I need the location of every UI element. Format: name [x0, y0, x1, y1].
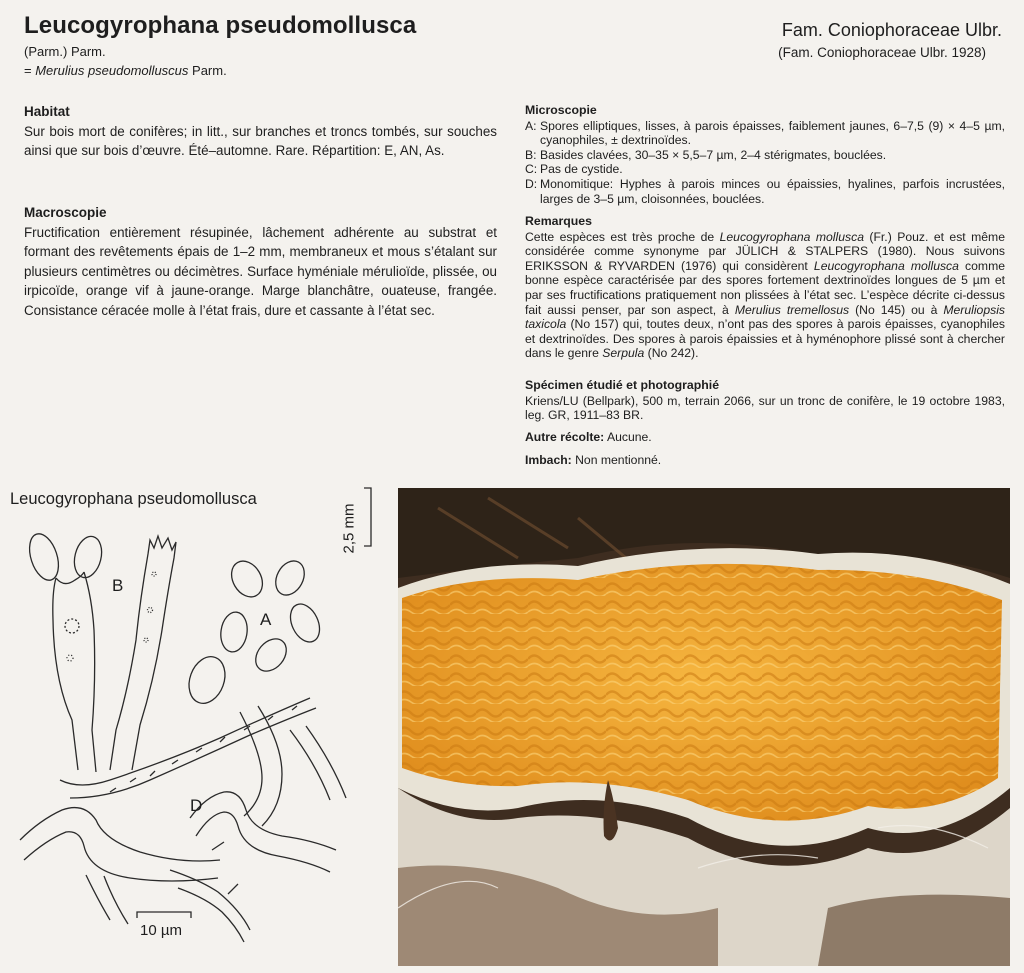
text-run: (No 242).: [644, 346, 699, 361]
microscopie-section: [525, 103, 1005, 206]
hypha-outline: [190, 792, 336, 872]
autre-label: Autre récolte:: [525, 430, 605, 444]
macro-scale-bar: [364, 488, 371, 546]
species-name: Leucogyrophana mollusca: [719, 229, 864, 244]
microscopy-drawing: [0, 480, 398, 973]
micro-text: Basides clavées, 30–35 × 5,5–7 µm, 2–4 stérigmates, bouclées.: [540, 147, 887, 162]
remarques-section: [525, 214, 1005, 361]
family-name-alt: (Fam. Coniophoraceae Ulbr. 1928): [778, 45, 986, 60]
micro-text: Spores elliptiques, lisses, à parois épaisses, faiblement jaunes, 6–7,5 (9) × 4–5 µm, cyanophiles, ± dextrinoïdes.: [540, 118, 1005, 148]
text-run: (Fr.) Pouz. et est même considérée comme synonyme par JÜLICH & STALPERS (1980). Nous suivons ERIKSSON & RYVARDEN (1976) qui considèrent: [525, 229, 1005, 273]
micro-item-d: [525, 177, 1005, 206]
synonym-name: Merulius pseudomolluscus: [35, 63, 189, 78]
specimen-text: Kriens/LU (Bellpark), 500 m, terrain 2066, sur un tronc de conifère, le 19 octobre 1983, leg. GR, 1911–83 BR.: [525, 393, 1005, 423]
synonym-prefix: =: [24, 63, 36, 78]
micro-item-b: [525, 148, 1005, 163]
imbach-label: Imbach:: [525, 453, 572, 467]
species-author: (Parm.) Parm.: [24, 44, 106, 59]
micro-item-c: [525, 162, 1005, 177]
micro-key: A:: [525, 118, 537, 133]
spore: [285, 599, 325, 646]
hypha-outline: [20, 808, 220, 881]
text-run: (No 145) ou à: [849, 302, 944, 317]
synonym-line: [24, 63, 227, 78]
drawing-title: Leucogyrophana pseudomollusca: [10, 490, 257, 508]
text-run: Cette espèces est très proche de: [525, 229, 720, 244]
spore: [183, 652, 231, 709]
hypha-branch: [290, 726, 346, 800]
specimen-photo: [398, 488, 1010, 966]
remarques-text: [525, 230, 1005, 361]
micro-item-a: [525, 119, 1005, 148]
spore: [225, 556, 268, 603]
micro-scale-label: 10 µm: [140, 922, 182, 939]
macroscopie-heading: Macroscopie: [24, 205, 107, 220]
synonym-author: Parm.: [188, 63, 227, 78]
hypha-incrustations: [110, 706, 297, 792]
spore: [270, 556, 310, 600]
sterigma-spore: [70, 533, 105, 580]
micro-key: C:: [525, 162, 538, 177]
basidium-outline: [53, 572, 96, 772]
basidium-outline: [110, 536, 176, 770]
habitat-section: [24, 102, 497, 161]
hypha-branch: [86, 875, 128, 924]
macroscopie-text: Fructification entièrement résupinée, lâchement adhérente au substrat et formant des revêtements épais de 1–2 mm, membraneux et mous s’étalant sur plusieurs centimètres ou décimètres. Surface hyméniale mérulioïde, plissée, ou irpicoïde, orange vif à jaune-orange. Marge blanchâtre, ouateuse, frangée. Consistance céracée molle à l’état frais, dure et cassante à l’état sec.: [24, 224, 497, 318]
spore: [218, 610, 249, 653]
family-name: Fam. Coniophoraceae Ulbr.: [781, 20, 1002, 40]
micro-text: Monomitique: Hyphes à parois minces ou épaissies, hyalines, parfois incrustées, larges de 3–5 µm, cloisonnées, bouclées.: [540, 176, 1005, 206]
imbach-line: [525, 453, 1005, 468]
specimen-heading: Spécimen étudié et photographié: [525, 378, 720, 392]
micro-key: B:: [525, 147, 537, 162]
species-name: Meruliopsis taxicola: [525, 302, 1006, 332]
microscopie-heading: Microscopie: [525, 103, 597, 117]
label-a: A: [260, 610, 272, 629]
label-b: B: [112, 576, 124, 595]
label-d: D: [190, 796, 203, 815]
macro-scale-text: 2,5 mm: [340, 503, 358, 554]
text-run: (No 157) qui, toutes deux, n’ont pas des spores à parois épaisses, cyanophiles et dextrinoïdes. Des spores à parois épaissies et à hyménophore plissé sont à chercher dans le genre: [525, 317, 1005, 361]
text-run: comme bonne espèce caractérisée par des spores fortement dextrinoïdes longues de 5 µm et par ses fructifications pratiquement non plissées à l’état sec. L’espèce décrite ci-dessus fait aussi penser, par son aspect, à: [525, 258, 1006, 317]
specimen-section: [525, 378, 1005, 423]
species-name: Leucogyrophana mollusca: [813, 258, 959, 273]
macroscopie-section: [24, 203, 497, 320]
sterigma-spore: [24, 530, 64, 584]
micro-text: Pas de cystide.: [540, 162, 623, 177]
habitat-heading: Habitat: [24, 104, 70, 119]
remarques-heading: Remarques: [525, 214, 592, 228]
autre-recolte: [525, 430, 1005, 445]
genus-name: Serpula: [602, 346, 645, 361]
imbach-value: Non mentionné.: [571, 453, 662, 467]
micro-scale-bar: [137, 912, 191, 918]
species-title: Leucogyrophana pseudomollusca: [24, 12, 417, 39]
species-name: Merulius tremellosus: [734, 302, 850, 317]
habitat-text: Sur bois mort de conifères; in litt., sur branches et troncs tombés, sur souches ainsi que sur bois d’œuvre. Été–automne. Rare. Répartition: E, AN, As.: [24, 123, 497, 158]
autre-value: Aucune.: [604, 430, 652, 444]
spore: [249, 633, 292, 677]
micro-key: D:: [525, 176, 538, 191]
clamp-connection: [212, 842, 238, 894]
